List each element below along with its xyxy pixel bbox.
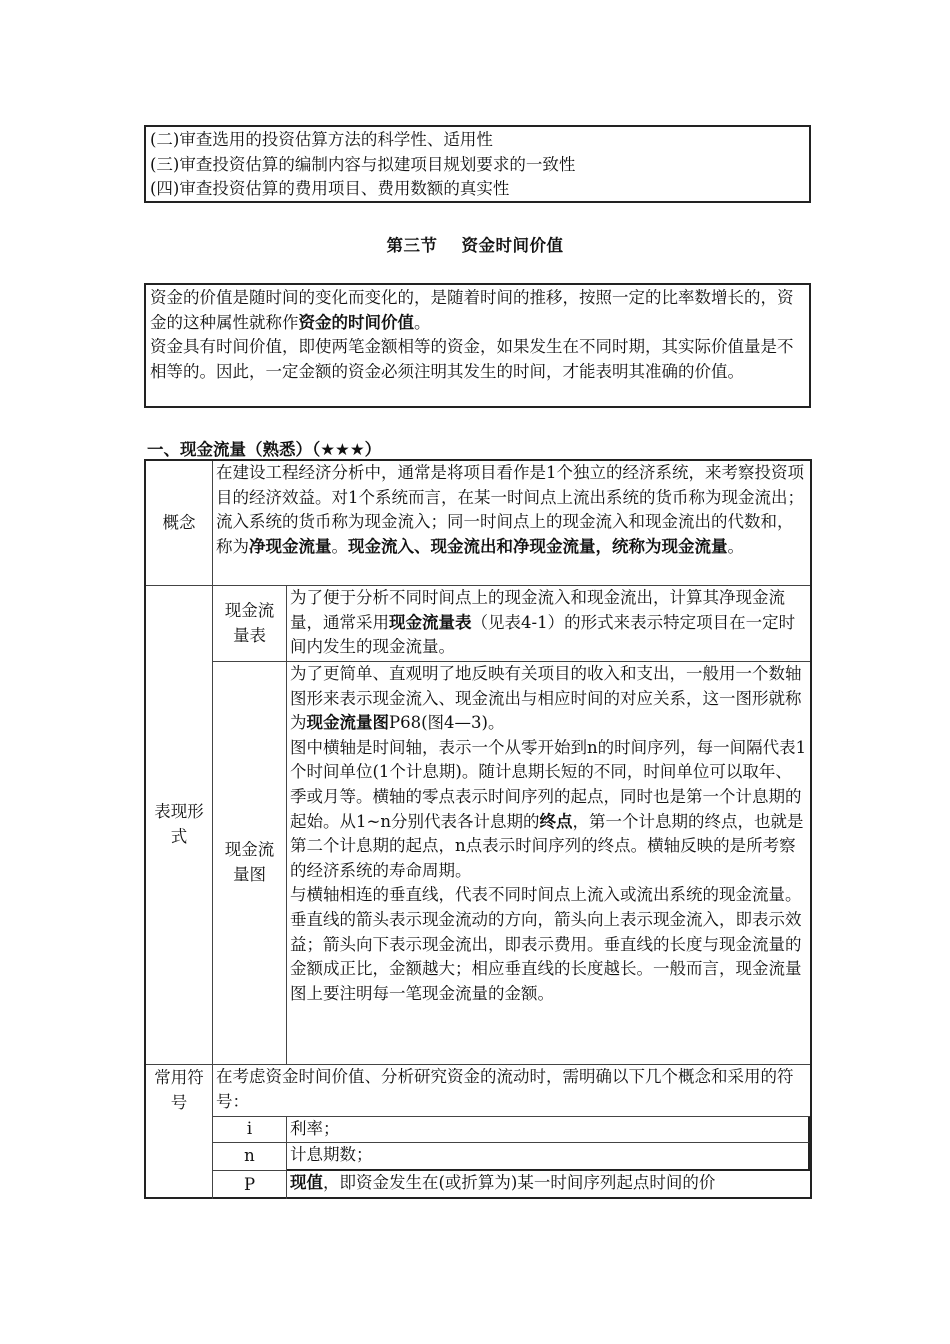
section-name: 资金时间价值 bbox=[461, 236, 564, 255]
review-item: (二)审查选用的投资估算方法的科学性、适用性 bbox=[150, 130, 493, 149]
section-number: 第三节 bbox=[386, 236, 438, 255]
symbol-n: n bbox=[213, 1143, 287, 1171]
forms-label: 表现形式 bbox=[146, 586, 213, 1065]
symbol-i-desc: 利率； bbox=[287, 1117, 810, 1143]
definition-paragraph: 资金的价值是随时间的变化而变化的，是随着时间的推移，按照一定的比率数增长的，资金的这种属性就称作资金的时间价值。 bbox=[150, 288, 794, 332]
explanation-paragraph: 资金具有时间价值，即使两笔金额相等的资金，如果发生在不同时期，其实际价值量是不相等的。因此，一定金额的资金必须注明其发生的时间，才能表明其准确的价值。 bbox=[150, 337, 794, 381]
symbol-p-desc: 现值，即资金发生在(或折算为)某一时间序列起点时间的价 bbox=[290, 1173, 716, 1192]
cash-flow-diagram-text: 为了更简单、直观明了地反映有关项目的收入和支出，一般用一个数轴图形来表示现金流入、现金流出与相应时间的对应关系，这一图形就称为现金流量图P68(图4—3)。 图中横轴是时间轴，表示一个从零开始到n的时间序列，每一间隔代表1个时间单位(1个计息期)。随计息期长短的不同，时间单位可以取年、季或月等。横轴的零点表示时间序列的起点，同时也是第一个计息期的起始。从1~n分别代表各计息期的终点，第一个计息期的终点，也就是第二个计息期的起点，n点表示时间序列的终点。横轴反映的是所考察的经济系统的寿命周期。 与横轴相连的垂直线，代表不同时间点上流入或流出系统的现金流量。垂直线的箭头表示现金流动的方向，箭头向上表示现金流入，即表示效益；箭头向下表示现金流出，即表示费用。垂直线的长度与现金流量的金额成正比，金额越大；相应垂直线的长度越长。一般而言，现金流量图上要注明每一笔现金流量的金额。 bbox=[287, 662, 810, 1065]
heading-cash-flow: 一、现金流量（熟悉）（★★★） bbox=[147, 440, 382, 459]
symbols-label: 常用符号 bbox=[146, 1065, 213, 1199]
concept-text: 在建设工程经济分析中，通常是将项目看作是1个独立的经济系统，来考察投资项目的经济效益。对1个系统而言，在某一时间点上流出系统的货币称为现金流出；流入系统的货币称为现金流入；同一时间点上的现金流入和现金流出的代数和，称为净现金流量。现金流入、现金流出和净现金流量，统称为现金流量。 bbox=[213, 461, 810, 586]
symbol-n-desc: 计息期数； bbox=[287, 1143, 810, 1171]
section-title bbox=[0, 232, 950, 256]
review-item: (三)审查投资估算的编制内容与拟建项目规划要求的一致性 bbox=[150, 154, 576, 174]
concept-label: 概念 bbox=[146, 461, 213, 586]
cash-flow-diagram-label: 现金流量图 bbox=[213, 662, 287, 1065]
review-item: (四)审查投资估算的费用项目、费用数额的真实性 bbox=[150, 179, 510, 199]
symbol-p: P bbox=[213, 1171, 287, 1199]
symbols-intro: 在考虑资金时间价值、分析研究资金的流动时，需明确以下几个概念和采用的符号： bbox=[213, 1065, 810, 1117]
cash-flow-table bbox=[144, 459, 812, 1199]
cash-flow-table-text: 为了便于分析不同时间点上的现金流入和现金流出，计算其净现金流量，通常采用现金流量表（见表4-1）的形式来表示特定项目在一定时间内发生的现金流量。 bbox=[287, 586, 810, 662]
bold-term: 资金的时间价值 bbox=[298, 312, 414, 332]
symbol-i: i bbox=[213, 1117, 287, 1143]
review-items-box bbox=[144, 125, 811, 203]
cash-flow-table-label: 现金流量表 bbox=[213, 586, 287, 662]
time-value-definition-box bbox=[144, 283, 811, 408]
